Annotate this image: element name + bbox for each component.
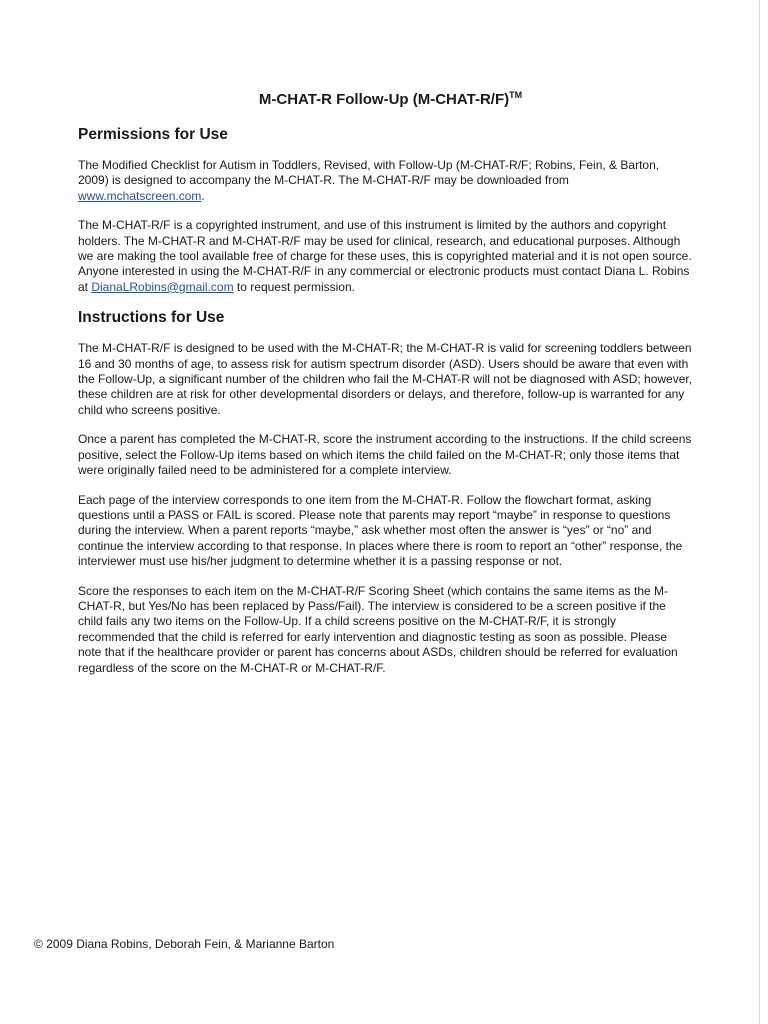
permissions-p2-text: The M-CHAT-R/F is a copyrighted instrument, and use of this instrument is limited by the authors and copyright holders. The M-CHAT-R and M-CHAT-R/F may be used for clinical, research, and educational purposes. Although we are making the tool available free of charge for these uses, this is copyrighted material and it is not open source. Anyone interested in using the M-CHAT-R/F in any commercial or electronic products must contact Diana L. Robins at [78, 218, 692, 294]
instructions-heading: Instructions for Use [78, 309, 225, 327]
instructions-paragraph: Score the responses to each item on the M-CHAT-R/F Scoring Sheet (which contains the same items as the M-CHAT-R, but Yes/No has been replaced by Pass/Fail). The interview is considered to be a screen positive if the child fails any two items on the Follow-Up. If a child screens positive on the M-CHAT-R/F, it is strongly recommended that the child is referred for early intervention and diagnostic testing as soon as possible. Please note that if the healthcare provider or parent has concerns about ASDs, children should be referred for evaluation regardless of the score on the M-CHAT-R or M-CHAT-R/F. [78, 583, 678, 675]
document-body [78, 90, 693, 690]
mchatscreen-link[interactable]: www.mchatscreen.com [78, 188, 202, 203]
document-title [78, 90, 693, 108]
copyright-footer: © 2009 Diana Robins, Deborah Fein, & Marianne Barton [34, 937, 335, 951]
email-link[interactable]: DianaLRobins@gmail.com [91, 279, 234, 294]
permissions-paragraph-1 [78, 158, 693, 204]
instructions-paragraph: Each page of the interview corresponds to one item from the M-CHAT-R. Follow the flowchart format, asking questions until a PASS or FAIL is scored. Please note that parents may report “maybe” in response to questions during the interview. When a parent reports “maybe,” ask whether most often the answer is “yes” or “no” and continue the interview according to that response. In places where there is room to report an “other” response, the interviewer must use his/her judgment to determine whether it is a passing response or not. [78, 492, 683, 569]
permissions-paragraph-2 [78, 218, 693, 295]
title-text: M-CHAT-R Follow-Up (M-CHAT-R/F) [258, 91, 510, 108]
permissions-p1-end: . [201, 188, 205, 203]
permissions-p1-text: The Modified Checklist for Autism in Toddlers, Revised, with Follow-Up (M-CHAT-R/F; Robins, Fein, & Barton, 2009) is designed to accompany the M-CHAT-R. The M-CHAT-R/F may be downloaded from [78, 158, 660, 188]
permissions-heading: Permissions for Use [78, 126, 228, 143]
page-edge [759, 0, 760, 1024]
permissions-p2-end: to request permission. [233, 279, 355, 294]
instructions-paragraph: The M-CHAT-R/F is designed to be used with the M-CHAT-R; the M-CHAT-R is valid for screening toddlers between 16 and 30 months of age, to assess risk for autism spectrum disorder (ASD). Users should be aware that even with the Follow-Up, a significant number of the children who fail the M-CHAT-R will not be diagnosed with ASD; however, these children are at risk for other developmental disorders or delays, and therefore, follow-up is warranted for any child who screens positive. [78, 341, 693, 417]
instructions-paragraph: Once a parent has completed the M-CHAT-R, score the instrument according to the instructions. If the child screens positive, select the Follow-Up items based on which items the child failed on the M-CHAT-R; only those items that were originally failed need to be administered for a complete interview. [78, 432, 692, 478]
trademark-mark: TM [509, 90, 523, 100]
